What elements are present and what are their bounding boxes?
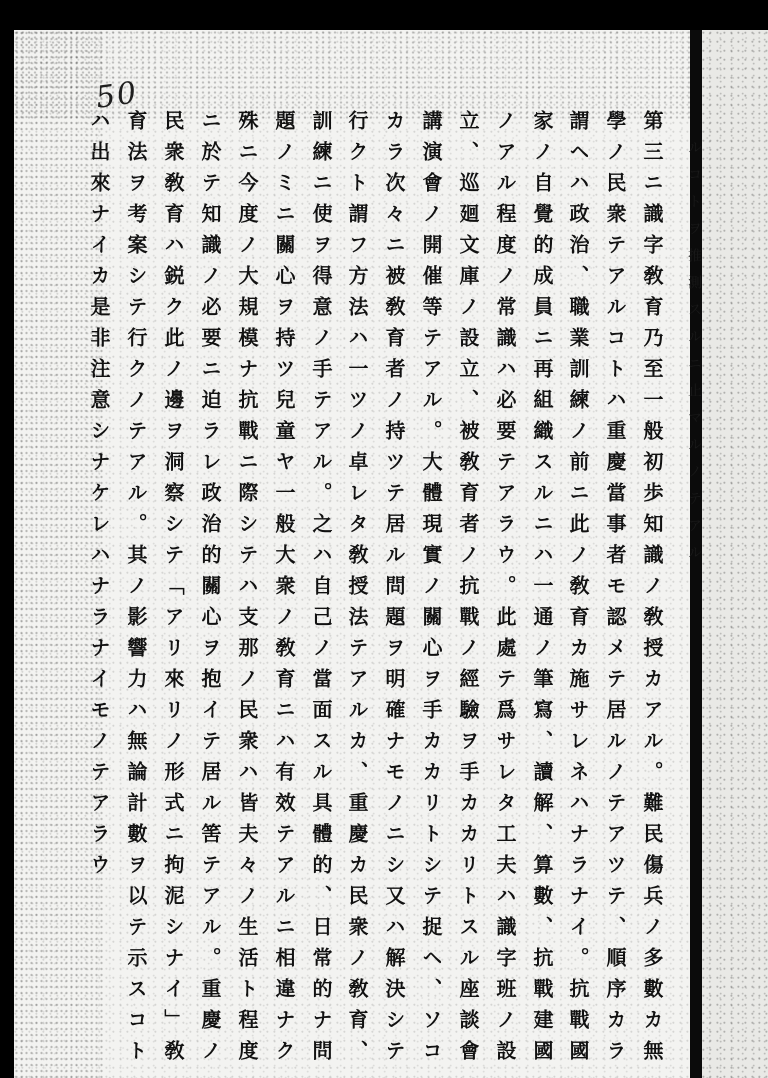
- text-column-12: 題ノミニ關心ヲ持ツ兒童ヤ一般大衆ノ敎育ニハ有效テアルニ相違ナク: [272, 110, 296, 1071]
- scan-noise-adjacent: [702, 30, 768, 1078]
- handwritten-page-number: 50: [93, 75, 141, 116]
- text-column-16: 育法ヲ考案シテ行クノテアル。其ノ影響力ハ無論計數ヲ以テ示スコト: [124, 110, 148, 1071]
- text-column-4: 謂ヘハ政治、職業訓練ノ前ニ此ノ敎育カ施サレネハナラナイ。抗戰國: [566, 110, 590, 1071]
- text-column-2: 第三ニ識字敎育乃至一般初歩知識ノ敎授カアル。難民傷兵ノ多數カ無: [640, 110, 664, 1071]
- text-column-9: カラ次々ニ被敎育者ノ持ツテ居ル問題ヲ明確ナモノニシ又ハ解決シテ: [382, 110, 406, 1071]
- text-column-8: 講演會ノ開催等テアル。大體現實ノ關心ヲ手カカリトシテ捉ヘ、ソコ: [419, 110, 443, 1071]
- text-column-1: ルコトヲ推測スルニ止マルノテアル: [686, 140, 702, 572]
- text-column-11: 訓練ニ使ヲ得意ノ手テアル。之ハ自己ノ當面スル具體的、日常的ナ問: [309, 110, 333, 1071]
- text-column-5: 家ノ自覺的成員ニ再組織スルニハ一通ノ筆寫、讀解、算數、抗戰建國: [530, 110, 554, 1071]
- text-column-15: 民衆敎育ハ鋭ク此ノ邊ヲ洞察シテ「アリ來リノ形式ニ拘泥シナイ」敎: [161, 110, 185, 1071]
- text-column-3: 學ノ民衆テアルコトハ重慶當事者モ認メテ居ルノテアツテ、順序カラ: [603, 110, 627, 1071]
- text-column-13: 殊ニ今度ノ大規模ナ抗戰ニ際シテハ支那ノ民衆ハ皆夫々ノ生活ト程度: [235, 110, 259, 1071]
- text-column-10: 行クト謂フ方法ハ一ツノ卓レタ敎授法テアルカ、重慶カ民衆ノ敎育、: [345, 110, 369, 1071]
- text-column-17: ハ出來ナイカ是非注意シナケレハナラナイモノテアラウ: [87, 110, 111, 885]
- text-column-6: ノアル程度ノ常識ハ必要テアラウ。此處テ爲サレタ工夫ハ識字班ノ設: [493, 110, 517, 1071]
- text-column-14: ニ於テ知識ノ必要ニ迫ラレ政治的關心ヲ抱イテ居ル筈テアル。重慶ノ: [198, 110, 222, 1071]
- adjacent-page-edge: [702, 30, 768, 1078]
- text-column-7: 立、巡廻文庫ノ設立、被敎育者ノ抗戰ノ經驗ヲ手カカリトスル座談會: [456, 110, 480, 1071]
